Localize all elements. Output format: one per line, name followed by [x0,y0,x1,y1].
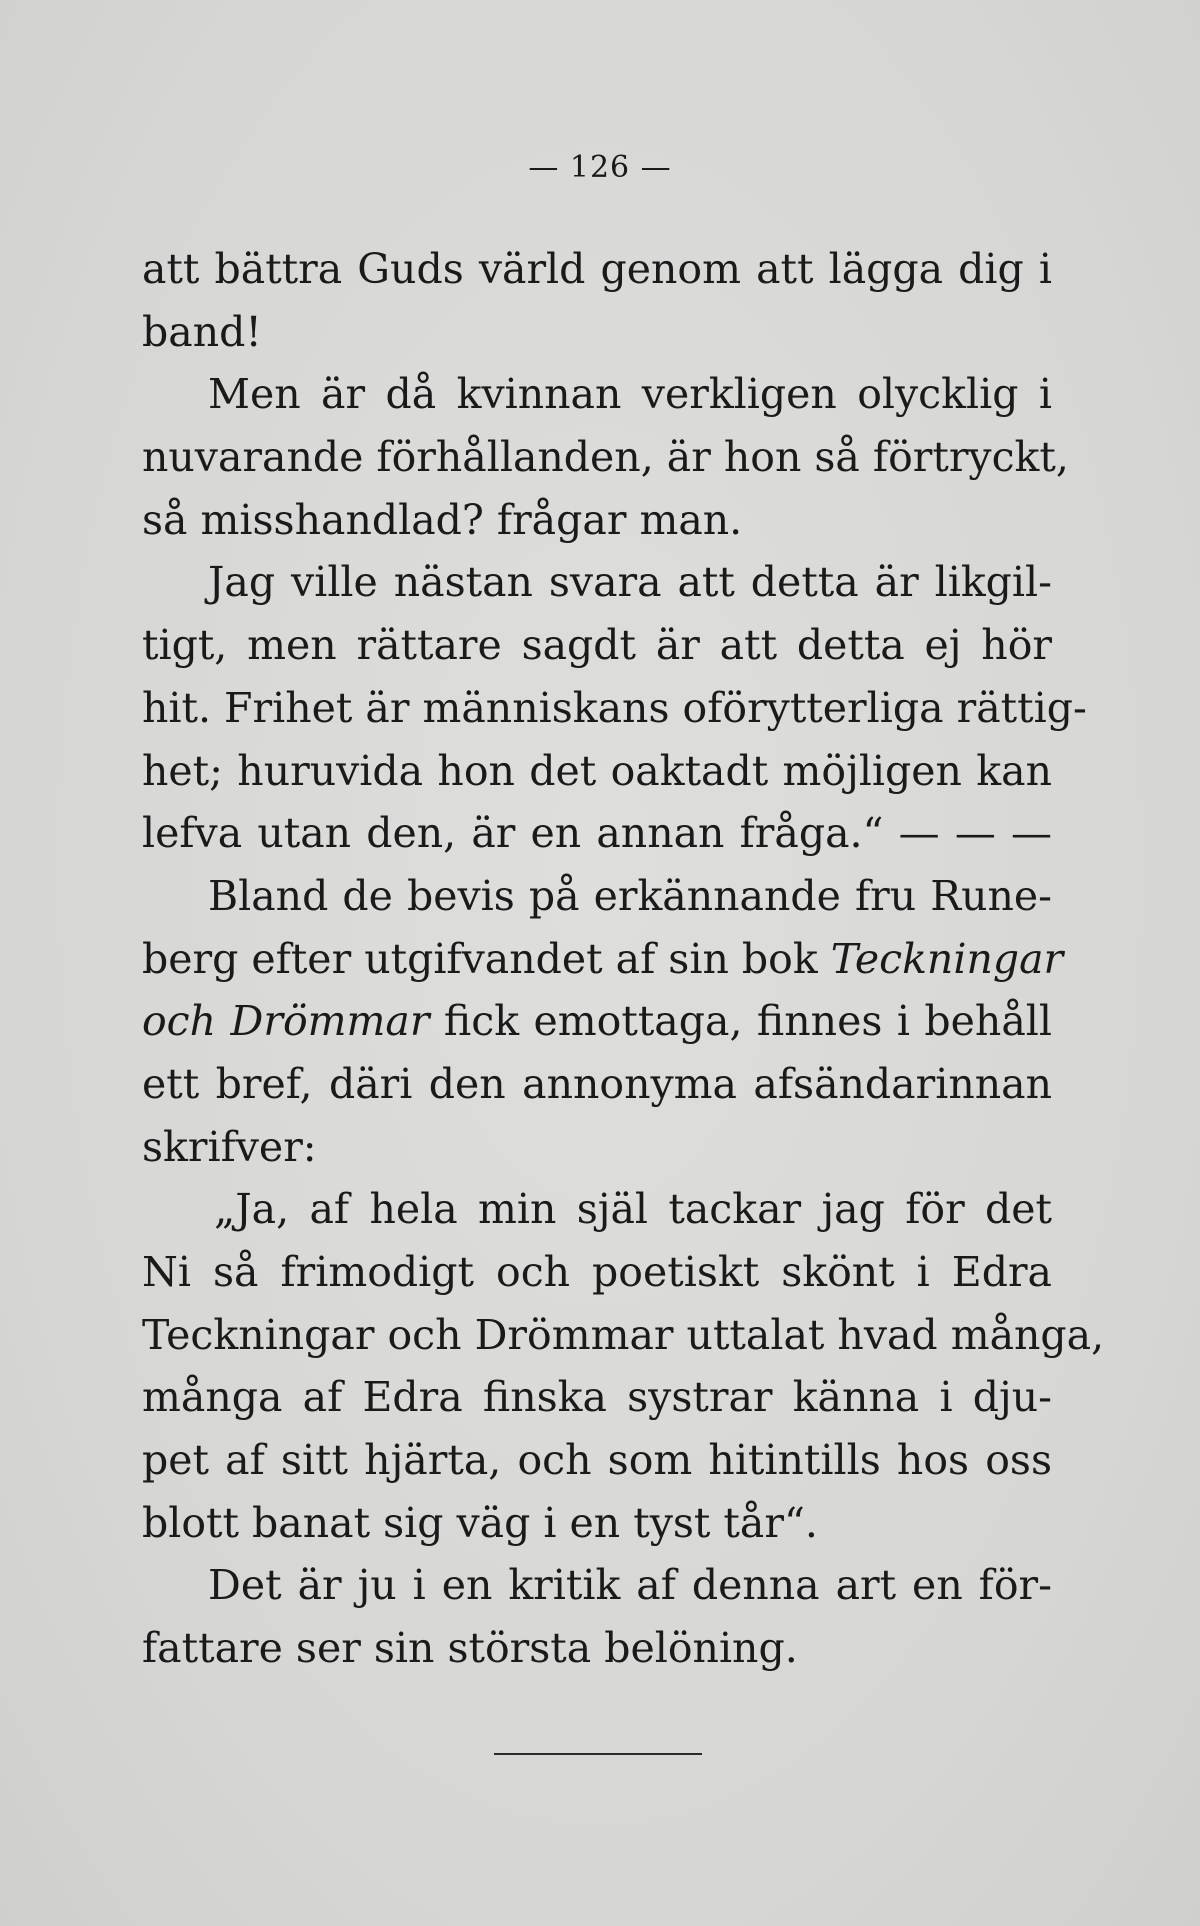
text-line: pet af sitt hjärta, och som hitintills hos oss [142,1436,1052,1485]
page-number: — 126 — [528,150,672,185]
text-line: nuvarande förhållanden, är hon så förtryckt, [142,433,1069,482]
book-title-italic: och Drömmar [142,997,430,1046]
text-line: ett bref, däri den annonyma afsändarinnan [142,1059,1052,1108]
text-segment: berg efter utgifvandet af sin bok [142,934,831,983]
text-line: Jag ville nästan svara att detta är likgil- [208,558,1052,607]
body-text [142,238,1105,1680]
text-line: „Ja, af hela min själ tackar jag för det [214,1185,1052,1234]
text-line: Men är då kvinnan verkligen olycklig i [208,370,1052,419]
text-line: många af Edra finska systrar känna i dju- [142,1373,1052,1422]
text-line: Ni så frimodigt och poetiskt skönt i Edra [142,1248,1052,1296]
text-line: fattare ser sin största belöning. [142,1624,798,1673]
text-line: Det är ju i en kritik af denna art en för- [208,1561,1052,1610]
text-line: lefva utan den, är en annan fråga.“ — — — [142,809,1052,858]
text-line: så misshandlad? frågar man. [142,495,743,544]
text-line: skrifver: [142,1122,317,1171]
book-title-italic: Teckningar [830,934,1064,983]
text-line: blott banat sig väg i en tyst tår“. [142,1498,818,1547]
text-segment: fick emottaga, finnes i behåll [429,997,1052,1046]
text-line: band! [142,307,262,356]
text-line: hit. Frihet är människans oförytterliga rättig- [142,683,1087,732]
text-line: att bättra Guds värld genom att lägga dig i [142,245,1052,293]
text-line: Teckningar och Drömmar uttalat hvad många, [142,1310,1105,1359]
section-divider [494,1753,702,1755]
text-line: tigt, men rättare sagdt är att detta ej hör [142,621,1052,670]
text-line [142,928,1064,991]
text-line [142,990,1052,1053]
text-line: Bland de bevis på erkännande fru Rune- [208,871,1052,920]
text-line: het; huruvida hon det oaktadt möjligen kan [142,746,1052,795]
